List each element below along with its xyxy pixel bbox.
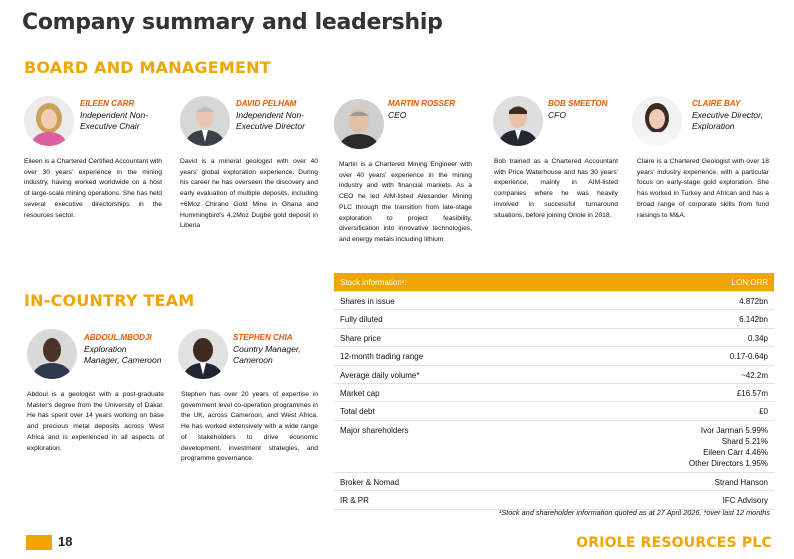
table-row xyxy=(334,491,774,509)
row-value: £0 xyxy=(759,407,768,417)
page-title: Company summary and leadership xyxy=(22,10,443,35)
bob-smeeton-name: BOB SMEETON xyxy=(548,99,608,108)
board-heading: BOARD AND MANAGEMENT xyxy=(24,58,271,77)
david-pelham-bio: David is a mineral geologist with over 40 years' global exploration experience. During his career he has overseen the discovery and early evaluation of multiple deposits, including +6Moz Chirano Gold Mine in Ghana and Hummingbird's 4.2Moz Dugbe gold deposit in Liberia xyxy=(180,158,318,230)
stock-info-table xyxy=(334,273,774,510)
table-row xyxy=(334,402,774,420)
row-value: IFC Advisory xyxy=(722,496,768,506)
row-value: 0.17-0.64p xyxy=(729,352,768,362)
claire-bay-bio: Claire is a Chartered Geologist with over 18 years' industry experience, with a particular focus on early-stage gold exploration. She has worked in Turkey and African and has a broad range of corporate skills from fund raisings to M&A. xyxy=(637,158,769,219)
row-value: £16.57m xyxy=(736,388,768,398)
david-pelham-name: DAVID PELHAM xyxy=(236,99,297,108)
row-label: Total debt xyxy=(340,407,375,417)
major-shareholders-row xyxy=(334,421,774,473)
stephen-chia-avatar xyxy=(178,329,228,379)
row-label: Average daily volume* xyxy=(340,370,420,380)
eileen-carr-avatar xyxy=(24,96,74,146)
row-value: ~42.2m xyxy=(741,370,768,380)
abdoul-mbodji-name: ABDOUL.MBODJI xyxy=(84,333,152,342)
claire-bay-role: Executive Director, Exploration xyxy=(692,110,763,131)
table-row xyxy=(334,384,774,402)
row-label: Broker & Nomad xyxy=(340,477,400,487)
shareholder-item: Other Directors 1.95% xyxy=(688,459,768,469)
shareholder-item: Ivor Jarman 5.99% xyxy=(700,425,768,435)
martin-rosser-name: MARTIN ROSSER xyxy=(388,99,455,108)
bob-smeeton-role: CFO xyxy=(548,110,566,120)
row-value: 0.34p xyxy=(747,333,768,343)
row-label: Market cap xyxy=(340,388,380,398)
martin-rosser-role: CEO xyxy=(388,110,407,120)
table-row xyxy=(334,366,774,384)
claire-bay-avatar xyxy=(632,96,682,146)
table-row xyxy=(334,329,774,347)
david-pelham-avatar xyxy=(180,96,230,146)
david-pelham-role: Independent Non-Executive Director xyxy=(236,110,305,131)
stephen-chia-role: Country Manager, Cameroon xyxy=(233,344,301,365)
eileen-carr-bio: Eileen is a Chartered Certified Accountant with over 30 years' experience in the mining industry, having worked worldwide on a host of large-scale mining operations. She has held several executive directorships in the resources sector. xyxy=(24,158,162,219)
stock-table-header xyxy=(334,273,774,292)
shareholder-item: Shard 5.21% xyxy=(721,436,768,446)
row-label: Major shareholders xyxy=(340,425,409,435)
row-label: Share price xyxy=(340,333,381,343)
row-value: 6.142bn xyxy=(739,315,768,325)
page-number: 18 xyxy=(58,534,73,549)
stock-table-header-label: Stock information¹: xyxy=(340,278,407,287)
bob-smeeton-avatar xyxy=(493,96,543,146)
shareholder-item: Eileen Carr 4.46% xyxy=(703,448,768,458)
row-label: Fully diluted xyxy=(340,315,383,325)
table-row xyxy=(334,310,774,328)
table-row xyxy=(334,292,774,310)
martin-rosser-avatar xyxy=(334,99,384,149)
stephen-chia-name: STEPHEN CHIA xyxy=(233,333,293,342)
table-row xyxy=(334,473,774,491)
company-brand: ORIOLE RESOURCES PLC xyxy=(576,535,772,551)
stock-footnote: ¹Stock and shareholder information quoted as at 27 April 2026, *over last 12 months xyxy=(498,508,770,517)
eileen-carr-name: EILEEN CARR xyxy=(80,99,135,108)
table-row xyxy=(334,347,774,365)
claire-bay-name: CLAIRE BAY xyxy=(692,99,741,108)
martin-rosser-bio: Martin is a Chartered Mining Engineer with over 40 years' experience in the mining industry and with financial markets. As a CEO he led AIM-listed Alexander Mining PLC through the transition from late-stage exploration to project feasibility, diversification into innovative technologies, and energy metals including lithium xyxy=(339,161,472,243)
incountry-heading: IN-COUNTRY TEAM xyxy=(24,291,195,310)
abdoul-mbodji-bio: Abdoul is a geologist with a post-graduate Master's degree from the University of Dakar. He has spent over 14 years working on base and precious metal deposits across West Africa and is experienced in all aspects of exploration. xyxy=(27,391,164,452)
stock-table-ticker: LON:ORR xyxy=(731,278,768,287)
abdoul-mbodji-role: Exploration Manager, Cameroon xyxy=(84,344,162,365)
shareholders-list xyxy=(689,425,768,470)
page-number-marker xyxy=(26,535,52,550)
abdoul-mbodji-avatar xyxy=(27,329,77,379)
bob-smeeton-bio: Bob trained as a Chartered Accountant with Price Waterhouse and has 30 years' experience, mainly in AIM-listed companies where he was heavily involved in successful turnaround situations, before joining Oriole in 2018. xyxy=(494,158,618,219)
row-label: Shares in issue xyxy=(340,297,395,306)
stephen-chia-bio: Stephen has over 20 years of expertise in government level co-operation programmes in the UK, across Cameroon, and West Africa. He has worked extensively with a wide range of stakeholders to drive economic development, investment strategies, and programme governance. xyxy=(181,391,318,463)
row-value: Strand Hanson xyxy=(714,477,768,487)
row-label: 12-month trading range xyxy=(340,352,424,362)
row-value: 4.872bn xyxy=(739,297,768,306)
row-label: IR & PR xyxy=(340,496,369,506)
eileen-carr-role: Independent Non-Executive Chair xyxy=(80,110,149,131)
